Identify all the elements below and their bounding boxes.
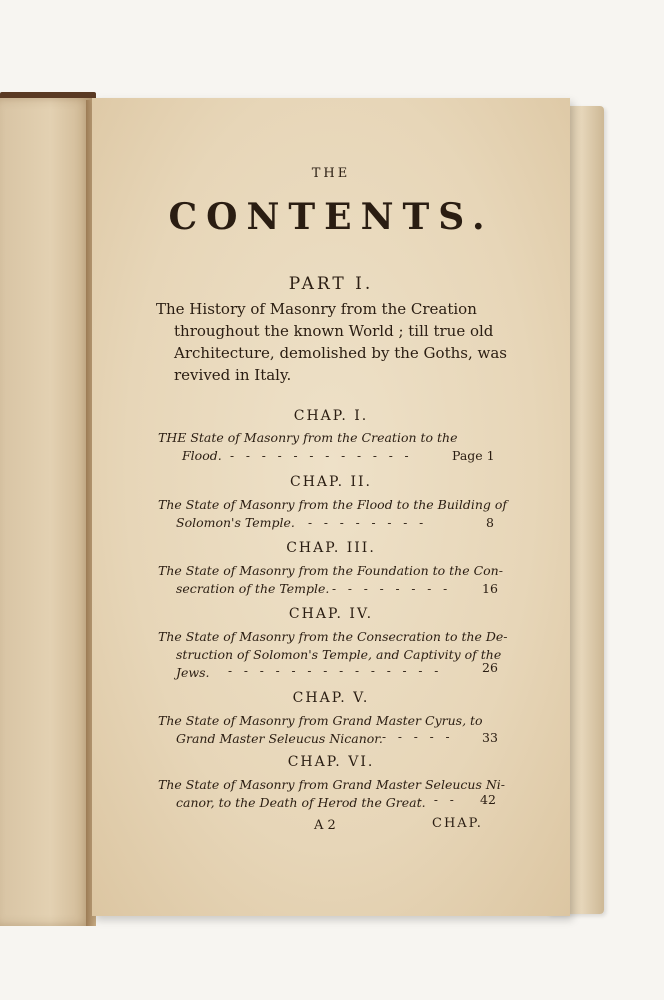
catchword: CHAP. [432,816,483,831]
chapter-entry-line: Solomon's Temple. [176,515,295,530]
chapter-entry-line: The State of Masonry from the Foundation to the Con- [158,563,503,578]
dot-leader: - - - - - - - - - - - - - - [228,664,443,678]
page-number: 16 [482,581,498,596]
page-number: Page 1 [452,448,495,463]
chapter-entry-line: secration of the Temple. [176,581,330,596]
chapter-heading: CHAP. VI. [287,754,375,770]
page-number: 42 [480,792,496,807]
dot-leader: - - - - - - - - - - - - [230,449,413,463]
dot-leader: - - - - - - - - [308,516,428,530]
chapter-entry-line: The State of Masonry from the Flood to the Building of [158,497,508,512]
page-number: 33 [482,730,498,745]
chapter-entry-line: THE State of Masonry from the Creation to the [158,430,458,445]
book [0,92,606,932]
signature-mark: A 2 [314,818,336,833]
chapter-entry-line: Flood. [182,448,222,463]
left-page [0,98,92,926]
chapter-entry-line: The State of Masonry from Grand Master Cyrus, to [158,713,483,728]
contents-page [92,98,570,916]
chapter-heading: CHAP. II. [289,474,373,490]
chapter-heading: CHAP. V. [292,690,370,706]
chapter-entry-line: struction of Solomon's Temple, and Captivity of the [176,647,502,662]
page-number: 8 [486,515,494,530]
chapter-heading: CHAP. III. [286,540,376,556]
the-heading: THE [311,166,351,181]
chapter-entry-line: The State of Masonry from the Consecration to the De- [158,629,508,644]
chapter-heading: CHAP. IV. [288,606,374,622]
chapter-entry-line: Jews. [176,665,210,680]
part-description-line: The History of Masonry from the Creation [156,300,477,318]
part-description-line: revived in Italy. [174,366,292,384]
part-description-line: throughout the known World ; till true old [174,322,494,340]
dot-leader: - - - - - - - - [332,582,452,596]
part-heading: PART I. [288,274,374,294]
page-number: 26 [482,660,498,675]
chapter-entry-line: The State of Masonry from Grand Master Seleucus Ni- [158,777,506,792]
chapter-entry-line: canor, to the Death of Herod the Great. [176,795,426,810]
chapter-entry-line: Grand Master Seleucus Nicanor. [176,731,383,746]
part-description-line: Architecture, demolished by the Goths, was [174,344,507,362]
page-title: CONTENTS. [168,196,494,238]
dot-leader: - - - - - [382,730,454,744]
dot-leader: - - - [418,793,458,807]
chapter-heading: CHAP. I. [293,408,369,424]
